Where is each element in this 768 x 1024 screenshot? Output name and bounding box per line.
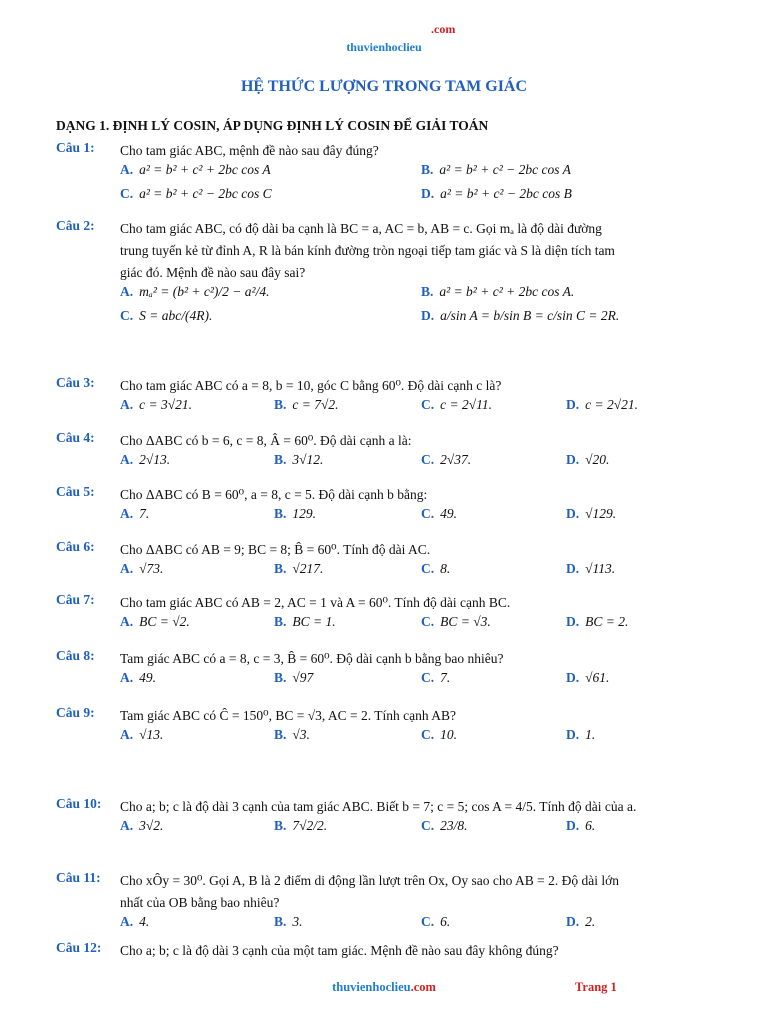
- question-10: [56, 796, 722, 842]
- option-letter: C.: [120, 186, 134, 201]
- answer-option-c[interactable]: [421, 670, 450, 686]
- option-text: BC = 2.: [585, 614, 629, 629]
- answer-option-c[interactable]: [421, 818, 468, 834]
- question-text: [120, 375, 722, 397]
- option-letter: C.: [421, 818, 435, 833]
- answer-option-d[interactable]: [566, 818, 595, 834]
- question-text-line: Cho tam giác ABC, có độ dài ba cạnh là BC = a, AC = b, AB = c. Gọi mₐ là độ dài đường: [120, 221, 602, 236]
- answer-option-b[interactable]: [274, 727, 310, 743]
- answer-option-d[interactable]: [566, 561, 615, 577]
- question-1: [56, 140, 722, 210]
- option-text: 6.: [440, 914, 451, 929]
- option-text: a² = b² + c² − 2bc cos B: [440, 186, 572, 201]
- footer-site[interactable]: [0, 980, 768, 995]
- document-title: HỆ THỨC LƯỢNG TRONG TAM GIÁC: [240, 78, 528, 95]
- question-text: [120, 870, 722, 914]
- question-text-line: Cho ΔABC có B = 60⁰, a = 8, c = 5. Độ dài cạnh b bằng:: [120, 487, 428, 502]
- option-letter: A.: [120, 914, 134, 929]
- options-row: [56, 397, 722, 421]
- options-row: [56, 818, 722, 842]
- answer-option-b[interactable]: [421, 162, 571, 178]
- question-text: [120, 484, 722, 506]
- footer-site-name: thuvienhoclieu: [332, 980, 411, 994]
- answer-option-c[interactable]: [421, 452, 471, 468]
- answer-option-b[interactable]: [274, 818, 327, 834]
- answer-option-a[interactable]: [120, 670, 156, 686]
- option-letter: A.: [120, 818, 134, 833]
- option-text: 6.: [585, 818, 596, 833]
- option-text: √217.: [292, 561, 324, 576]
- answer-option-c[interactable]: [421, 914, 450, 930]
- question-text-line: nhất của OB bằng bao nhiêu?: [120, 895, 280, 910]
- question-8: [56, 648, 722, 694]
- option-letter: B.: [274, 614, 287, 629]
- question-text-line: Cho tam giác ABC, mệnh đề nào sau đây đúng?: [120, 143, 379, 158]
- question-text: [120, 940, 722, 962]
- answer-option-a[interactable]: [120, 614, 190, 630]
- question-text: [120, 430, 722, 452]
- question-label: Câu 3:: [56, 375, 95, 390]
- option-letter: D.: [566, 818, 580, 833]
- options-row: [56, 452, 722, 476]
- answer-option-a[interactable]: [120, 452, 170, 468]
- option-letter: D.: [566, 397, 580, 412]
- answer-option-a[interactable]: [120, 914, 149, 930]
- answer-option-a[interactable]: [120, 818, 163, 834]
- option-letter: B.: [274, 670, 287, 685]
- answer-option-c[interactable]: [421, 397, 492, 413]
- option-text: 3√12.: [292, 452, 324, 467]
- question-label: Câu 9:: [56, 705, 95, 720]
- option-letter: B.: [274, 727, 287, 742]
- answer-option-b[interactable]: [421, 284, 574, 300]
- option-text: 10.: [440, 727, 457, 742]
- question-text-line: trung tuyến kẻ từ đỉnh A, R là bán kính đường tròn ngoại tiếp tam giác và S là diện tích tam: [120, 243, 615, 258]
- option-text: 7√2/2.: [292, 818, 328, 833]
- option-text: √13.: [139, 727, 164, 742]
- question-12: [56, 940, 722, 962]
- question-2: [56, 218, 722, 332]
- option-letter: C.: [421, 914, 435, 929]
- question-4: [56, 430, 722, 476]
- question-label: Câu 5:: [56, 484, 95, 499]
- option-letter: C.: [421, 727, 435, 742]
- answer-option-c[interactable]: [421, 614, 491, 630]
- answer-option-b[interactable]: [274, 506, 316, 522]
- answer-option-c[interactable]: [120, 186, 272, 202]
- question-text-line: Cho a; b; c là độ dài 3 cạnh của một tam giác. Mệnh đề nào sau đây không đúng?: [120, 943, 559, 958]
- question-label: Câu 4:: [56, 430, 95, 445]
- options-row: [56, 506, 722, 530]
- option-text: BC = 1.: [292, 614, 336, 629]
- options-row: [56, 914, 722, 938]
- answer-option-d[interactable]: [566, 452, 609, 468]
- answer-option-a[interactable]: [120, 506, 149, 522]
- option-text: a/sin A = b/sin B = c/sin C = 2R.: [440, 308, 620, 323]
- question-label: Câu 7:: [56, 592, 95, 607]
- option-text: 23/8.: [440, 818, 468, 833]
- option-letter: C.: [421, 506, 435, 521]
- answer-option-a[interactable]: [120, 162, 271, 178]
- answer-option-b[interactable]: [274, 914, 303, 930]
- answer-option-c[interactable]: [421, 727, 457, 743]
- option-letter: A.: [120, 162, 134, 177]
- option-text: BC = √2.: [139, 614, 190, 629]
- option-letter: D.: [566, 452, 580, 467]
- question-text: [120, 539, 722, 561]
- options-row: [56, 670, 722, 694]
- option-text: a² = b² + c² − 2bc cos C: [139, 186, 272, 201]
- answer-option-d[interactable]: [421, 186, 572, 202]
- option-text: 3√2.: [139, 818, 164, 833]
- option-letter: B.: [274, 452, 287, 467]
- option-text: √129.: [585, 506, 617, 521]
- answer-option-d[interactable]: [566, 397, 638, 413]
- option-letter: D.: [566, 561, 580, 576]
- option-letter: B.: [274, 818, 287, 833]
- question-label: Câu 6:: [56, 539, 95, 554]
- option-letter: D.: [566, 914, 580, 929]
- option-letter: C.: [421, 561, 435, 576]
- question-label: Câu 10:: [56, 796, 102, 811]
- header-site-name[interactable]: thuvienhoclieu: [346, 40, 422, 54]
- question-text: [120, 218, 722, 284]
- options-row: [56, 561, 722, 585]
- option-letter: A.: [120, 452, 134, 467]
- option-letter: D.: [566, 727, 580, 742]
- option-letter: B.: [274, 914, 287, 929]
- option-letter: D.: [566, 506, 580, 521]
- question-text: [120, 796, 722, 818]
- options-row: [56, 284, 722, 308]
- option-letter: B.: [421, 284, 434, 299]
- question-3: [56, 375, 722, 421]
- answer-option-c[interactable]: [120, 308, 212, 324]
- option-text: BC = √3.: [440, 614, 491, 629]
- answer-option-a[interactable]: [120, 561, 163, 577]
- option-text: a² = b² + c² + 2bc cos A.: [439, 284, 575, 299]
- option-text: √20.: [585, 452, 610, 467]
- option-text: c = 3√21.: [139, 397, 193, 412]
- option-text: 2√37.: [440, 452, 472, 467]
- question-text: [120, 648, 722, 670]
- answer-option-d[interactable]: [566, 914, 595, 930]
- question-text: [120, 592, 722, 614]
- option-letter: C.: [421, 670, 435, 685]
- option-text: 7.: [440, 670, 451, 685]
- question-text-line: Cho ΔABC có b = 6, c = 8, Â = 60⁰. Độ dài cạnh a là:: [120, 433, 412, 448]
- question-text: [120, 705, 722, 727]
- answer-option-d[interactable]: [566, 506, 616, 522]
- question-text: [120, 140, 722, 162]
- question-label: Câu 8:: [56, 648, 95, 663]
- option-text: √61.: [585, 670, 610, 685]
- option-text: 7.: [139, 506, 150, 521]
- question-label: Câu 1:: [56, 140, 95, 155]
- answer-option-d[interactable]: [566, 614, 628, 630]
- answer-option-b[interactable]: [274, 452, 323, 468]
- option-letter: C.: [120, 308, 134, 323]
- option-letter: A.: [120, 506, 134, 521]
- option-text: c = 2√11.: [440, 397, 493, 412]
- option-letter: A.: [120, 397, 134, 412]
- option-text: c = 7√2.: [292, 397, 339, 412]
- options-row: [56, 308, 722, 332]
- option-text: a² = b² + c² − 2bc cos A: [439, 162, 571, 177]
- option-text: √73.: [139, 561, 164, 576]
- page-number: Trang 1: [575, 980, 617, 994]
- question-5: [56, 484, 722, 530]
- question-label: Câu 12:: [56, 940, 102, 955]
- option-text: 4.: [139, 914, 150, 929]
- option-text: 129.: [292, 506, 317, 521]
- answer-option-c[interactable]: [421, 506, 457, 522]
- question-text-line: Cho tam giác ABC có a = 8, b = 10, góc C bằng 60⁰. Độ dài cạnh c là?: [120, 378, 502, 393]
- option-letter: A.: [120, 670, 134, 685]
- option-text: 49.: [440, 506, 457, 521]
- option-letter: D.: [566, 670, 580, 685]
- answer-option-b[interactable]: [274, 670, 313, 686]
- options-row: [56, 162, 722, 186]
- header-domain-suffix: .com: [431, 22, 456, 36]
- option-letter: A.: [120, 284, 134, 299]
- option-letter: D.: [566, 614, 580, 629]
- option-text: 49.: [139, 670, 156, 685]
- option-letter: B.: [274, 561, 287, 576]
- option-letter: B.: [274, 397, 287, 412]
- answer-option-a[interactable]: [120, 284, 269, 300]
- question-11: [56, 870, 722, 938]
- option-letter: B.: [274, 506, 287, 521]
- option-text: mₐ² = (b² + c²)/2 − a²/4.: [139, 284, 270, 299]
- option-letter: C.: [421, 614, 435, 629]
- answer-option-a[interactable]: [120, 397, 192, 413]
- option-text: c = 2√21.: [585, 397, 639, 412]
- answer-option-d[interactable]: [421, 308, 619, 324]
- question-text-line: Cho tam giác ABC có AB = 2, AC = 1 và A = 60⁰. Tính độ dài cạnh BC.: [120, 595, 511, 610]
- question-9: [56, 705, 722, 751]
- option-letter: D.: [421, 308, 435, 323]
- answer-option-b[interactable]: [274, 397, 339, 413]
- section-heading: DẠNG 1. ĐỊNH LÝ COSIN, ÁP DỤNG ĐỊNH LÝ COSIN ĐỂ GIẢI TOÁN: [56, 118, 489, 133]
- option-letter: A.: [120, 614, 134, 629]
- option-text: 8.: [440, 561, 451, 576]
- question-text-line: Tam giác ABC có Ĉ = 150⁰, BC = √3, AC = 2. Tính cạnh AB?: [120, 708, 456, 723]
- question-text-line: Cho xÔy = 30⁰. Gọi A, B là 2 điểm di động lần lượt trên Ox, Oy sao cho AB = 2. Độ dài lớn: [120, 873, 619, 888]
- option-letter: A.: [120, 727, 134, 742]
- option-text: 1.: [585, 727, 596, 742]
- option-letter: D.: [421, 186, 435, 201]
- option-text: a² = b² + c² + 2bc cos A: [139, 162, 271, 177]
- option-text: √3.: [292, 727, 310, 742]
- answer-option-b[interactable]: [274, 614, 336, 630]
- option-letter: C.: [421, 452, 435, 467]
- option-text: √97: [292, 670, 314, 685]
- question-6: [56, 539, 722, 585]
- option-text: 2.: [585, 914, 596, 929]
- question-label: Câu 2:: [56, 218, 95, 233]
- answer-option-a[interactable]: [120, 727, 163, 743]
- question-label: Câu 11:: [56, 870, 101, 885]
- question-7: [56, 592, 722, 638]
- question-text-line: Tam giác ABC có a = 8, c = 3, B̂ = 60⁰. Độ dài cạnh b bằng bao nhiêu?: [120, 651, 504, 666]
- option-letter: C.: [421, 397, 435, 412]
- footer-domain-suffix: .com: [410, 980, 436, 994]
- option-text: √113.: [585, 561, 616, 576]
- question-text-line: giác đó. Mệnh đề nào sau đây sai?: [120, 265, 306, 280]
- option-text: S = abc/(4R).: [139, 308, 213, 323]
- option-letter: B.: [421, 162, 434, 177]
- options-row: [56, 186, 722, 210]
- answer-option-d[interactable]: [566, 727, 595, 743]
- answer-option-b[interactable]: [274, 561, 323, 577]
- options-row: [56, 727, 722, 751]
- option-text: 3.: [292, 914, 303, 929]
- answer-option-d[interactable]: [566, 670, 609, 686]
- answer-option-c[interactable]: [421, 561, 450, 577]
- question-text-line: Cho a; b; c là độ dài 3 cạnh của tam giác ABC. Biết b = 7; c = 5; cos A = 4/5. Tính độ dài của a.: [120, 799, 637, 814]
- option-text: 2√13.: [139, 452, 171, 467]
- question-text-line: Cho ΔABC có AB = 9; BC = 8; B̂ = 60⁰. Tính độ dài AC.: [120, 542, 431, 557]
- options-row: [56, 614, 722, 638]
- option-letter: A.: [120, 561, 134, 576]
